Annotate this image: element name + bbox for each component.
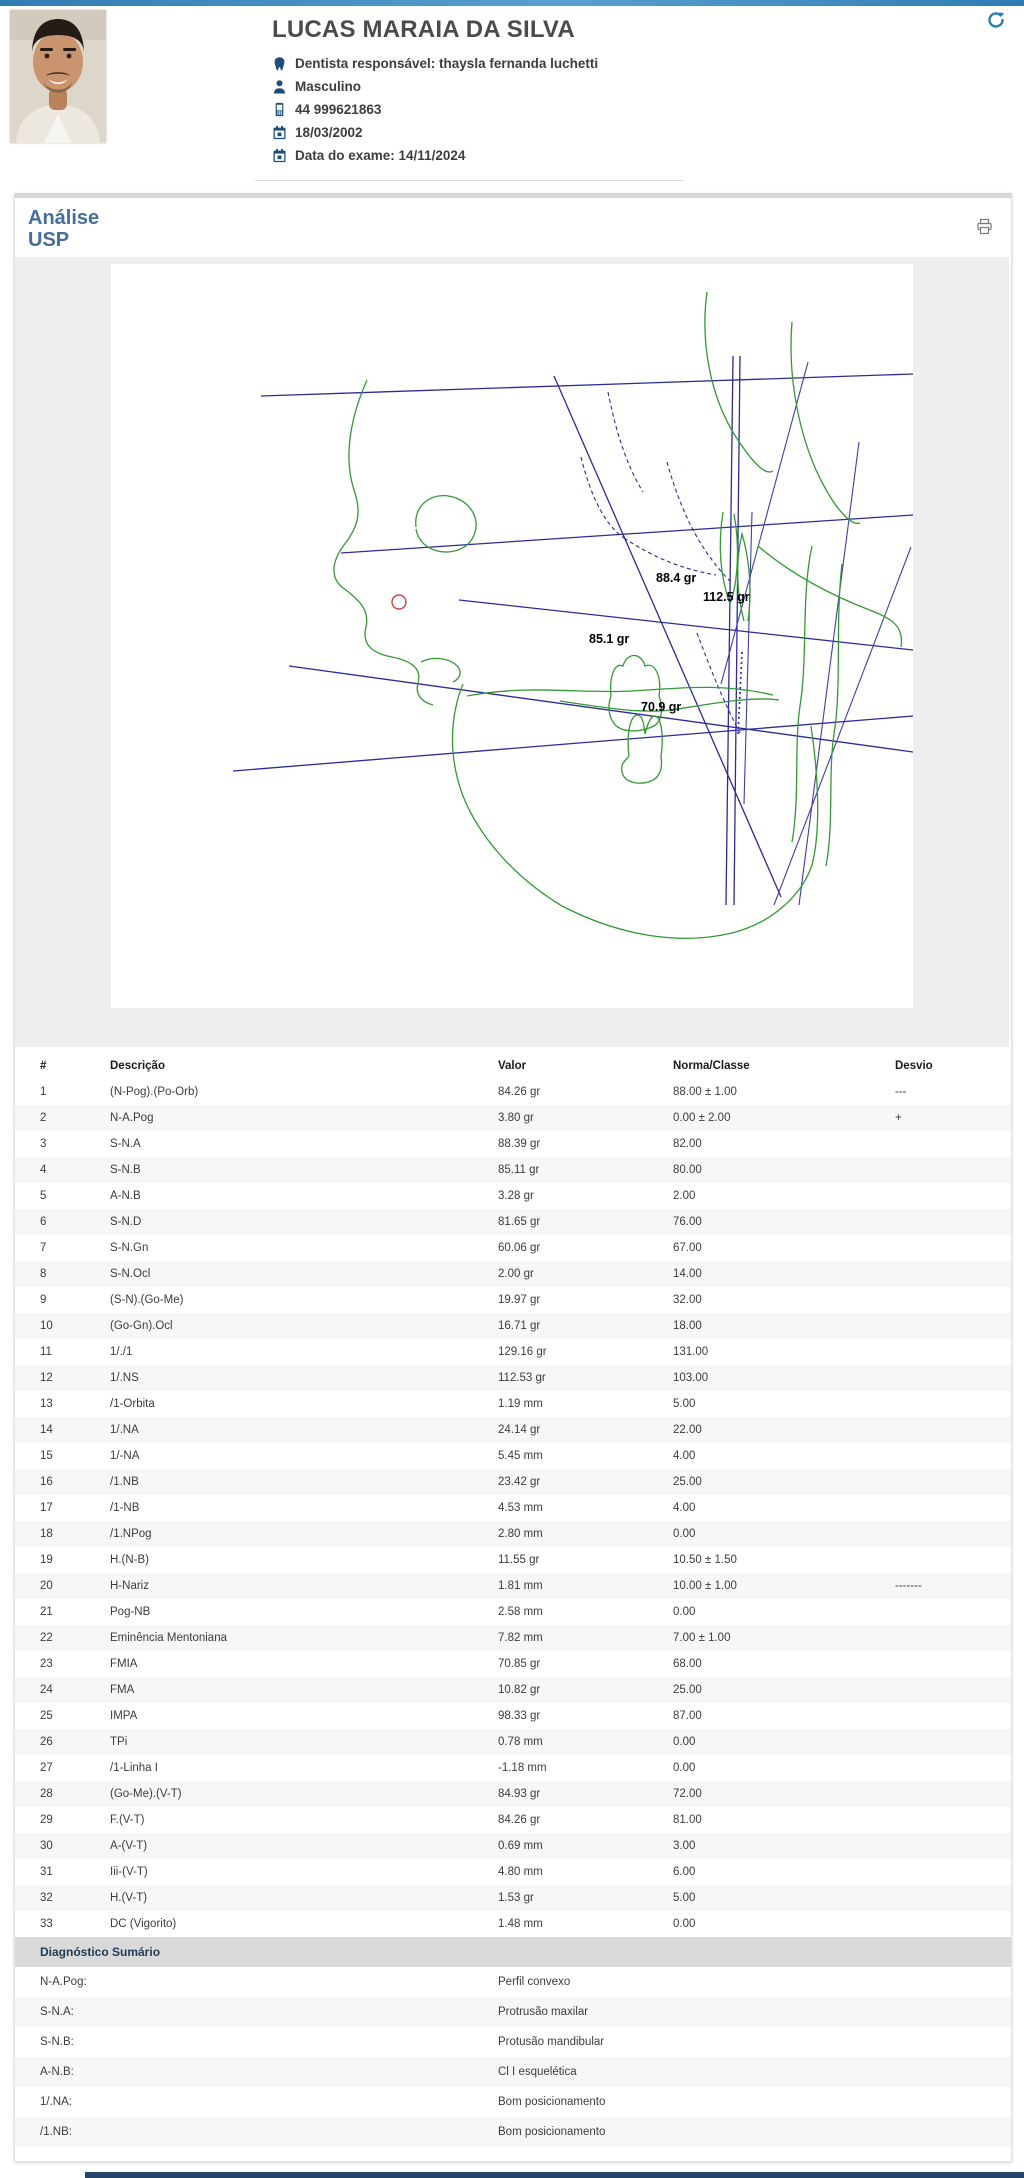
diag-label: /1.NB: [40,2126,72,2138]
cell-desvio [895,1885,1011,1911]
cell-norma: 76.00 [673,1216,702,1228]
cell-norma: 25.00 [673,1684,702,1696]
cell-norma: 10.50 ± 1.50 [673,1554,737,1566]
cell-num: 21 [40,1606,53,1618]
cell-num: 2 [40,1112,47,1124]
cell-desc: H-Nariz [110,1580,149,1592]
diagnosis-rows [15,1967,1011,2147]
cell-valor: 3.28 gr [498,1190,534,1202]
cell-desvio [895,1417,1011,1443]
cell-desc: 1/-NA [110,1450,140,1462]
cell-num: 26 [40,1736,53,1748]
cell-desc: /1.NB [110,1476,139,1488]
cell-desvio: ------- [895,1580,922,1592]
cell-norma: 81.00 [673,1814,702,1826]
diag-value: Cl I esquelética [498,2066,577,2078]
cell-desvio [895,1365,1011,1391]
cell-desc: /1-Linha I [110,1762,158,1774]
cell-desc: (N-Pog).(Po-Orb) [110,1086,199,1098]
cell-num: 22 [40,1632,53,1644]
cell-norma: 0.00 [673,1606,696,1618]
cell-valor: 0.78 mm [498,1736,543,1748]
cell-norma: 10.00 ± 1.00 [673,1580,737,1592]
col-norma: Norma/Classe [673,1060,750,1072]
cell-norma: 0.00 [673,1918,696,1930]
cell-desvio [895,1807,1011,1833]
cell-desvio [895,1157,1011,1183]
diagnosis-header: Diagnóstico Sumário [15,1937,1011,1967]
cell-norma: 32.00 [673,1294,702,1306]
table-row [15,1833,1011,1859]
cell-num: 27 [40,1762,53,1774]
table-row [15,1625,1011,1651]
cell-valor: 85.11 gr [498,1164,540,1176]
cell-desc: IMPA [110,1710,138,1722]
cell-num: 30 [40,1840,53,1852]
cell-num: 24 [40,1684,53,1696]
cell-desc: 1/.NA [110,1424,139,1436]
cell-desvio [895,1729,1011,1755]
angle-label: 112.5 gr [703,590,750,604]
cell-valor: 88.39 gr [498,1138,541,1150]
table-row [15,1313,1011,1339]
cell-norma: 82.00 [673,1138,702,1150]
cell-desvio [895,1209,1011,1235]
cell-desc: A-(V-T) [110,1840,148,1852]
cell-num: 6 [40,1216,47,1228]
cell-desc: S-N.A [110,1138,141,1150]
cell-desvio [895,1833,1011,1859]
table-row [15,1781,1011,1807]
cell-num: 4 [40,1164,47,1176]
cell-desvio [895,1911,1011,1937]
cell-num: 33 [40,1918,53,1930]
ceph-tracing-panel [15,257,1009,1047]
table-row [15,1131,1011,1157]
measurements-table [15,1053,1011,1937]
refresh-icon[interactable] [986,10,1006,30]
cell-num: 9 [40,1294,47,1306]
info-dentist-text: Dentista responsável: thaysla fernanda luchetti [295,56,599,71]
analysis-title [15,198,1011,255]
cell-desc: TPi [110,1736,128,1748]
cell-num: 18 [40,1528,53,1540]
angle-label: 85.1 gr [589,632,630,646]
cell-desc: DC (Vigorito) [110,1918,177,1930]
cell-desvio [895,1755,1011,1781]
cell-norma: 5.00 [673,1892,696,1904]
cell-num: 11 [40,1346,52,1358]
table-row [15,1729,1011,1755]
diag-value: Perfil convexo [498,1976,571,1988]
table-row [15,1365,1011,1391]
measurements-rows [15,1079,1011,1937]
cell-desc: Eminência Mentoniana [110,1632,227,1644]
cell-desc: (Go-Me).(V-T) [110,1788,182,1800]
cell-desvio [895,1781,1011,1807]
cell-norma: 14.00 [673,1268,702,1280]
diag-value: Bom posicionamento [498,2096,606,2108]
cell-num: 19 [40,1554,53,1566]
cell-valor: 84.26 gr [498,1086,541,1098]
cell-valor: 10.82 gr [498,1684,541,1696]
cell-valor: 1.19 mm [498,1398,543,1410]
cell-num: 28 [40,1788,53,1800]
diagnosis-row [15,2087,1011,2117]
card-bottom-padding [15,2147,1011,2161]
cell-num: 31 [40,1866,53,1878]
cell-norma: 4.00 [673,1502,696,1514]
cell-valor: 70.85 gr [498,1658,541,1670]
table-row [15,1417,1011,1443]
diag-label: A-N.B: [40,2066,74,2078]
measurements-header [15,1053,1011,1079]
cell-num: 25 [40,1710,53,1722]
phone-icon [272,102,287,117]
info-birthdate-text: 18/03/2002 [295,125,363,140]
cell-valor: 23.42 gr [498,1476,541,1488]
cell-desvio [895,1599,1011,1625]
table-row [15,1755,1011,1781]
table-row [15,1235,1011,1261]
cell-norma: 4.00 [673,1450,696,1462]
ceph-tracing-svg [111,264,913,1008]
diagnosis-row [15,2117,1011,2147]
col-desvio: Desvio [895,1060,933,1072]
cell-valor: 4.53 mm [498,1502,543,1514]
cell-num: 5 [40,1190,47,1202]
cell-desvio [895,1313,1011,1339]
cell-norma: 88.00 ± 1.00 [673,1086,737,1098]
cell-desvio [895,1339,1011,1365]
cell-norma: 72.00 [673,1788,702,1800]
patient-info [272,52,684,167]
cell-desvio [895,1469,1011,1495]
person-icon [272,79,287,94]
cell-desc: S-N.D [110,1216,142,1228]
table-row [15,1599,1011,1625]
cell-desvio [895,1183,1011,1209]
cell-desc: N-A.Pog [110,1112,154,1124]
table-row [15,1677,1011,1703]
info-birthdate [272,121,684,144]
col-desc: Descrição [110,1060,165,1072]
cell-valor: 84.26 gr [498,1814,541,1826]
cell-num: 1 [40,1086,47,1098]
diag-label: N-A.Pog: [40,1976,87,1988]
analysis-card [14,193,1012,2162]
analysis-title-line1: Análise [28,207,100,229]
cell-desc: A-N.B [110,1190,141,1202]
table-row [15,1521,1011,1547]
cell-desvio: + [895,1112,902,1124]
cell-valor: 19.97 gr [498,1294,541,1306]
patient-photo [10,10,106,143]
cell-num: 3 [40,1138,47,1150]
info-phone-text: 44 999621863 [295,102,382,117]
cell-valor: 129.16 gr [498,1346,547,1358]
cell-desc: S-N.B [110,1164,141,1176]
cell-num: 15 [40,1450,53,1462]
cell-desvio [895,1391,1011,1417]
cell-valor: 5.45 mm [498,1450,543,1462]
table-row [15,1573,1011,1599]
cell-valor: -1.18 mm [498,1762,547,1774]
cell-norma: 68.00 [673,1658,702,1670]
cell-num: 14 [40,1424,53,1436]
table-row [15,1495,1011,1521]
cell-valor: 2.00 gr [498,1268,534,1280]
calendar-icon [272,125,287,140]
cell-desc: (S-N).(Go-Me) [110,1294,184,1306]
cell-norma: 7.00 ± 1.00 [673,1632,731,1644]
cell-desvio [895,1131,1011,1157]
table-row [15,1183,1011,1209]
cell-desvio [895,1443,1011,1469]
cell-num: 13 [40,1398,53,1410]
table-row [15,1859,1011,1885]
diagnosis-row [15,2027,1011,2057]
cell-num: 16 [40,1476,53,1488]
cell-norma: 80.00 [673,1164,702,1176]
cell-norma: 5.00 [673,1398,696,1410]
cell-valor: 2.58 mm [498,1606,543,1618]
cell-norma: 103.00 [673,1372,709,1384]
cell-valor: 1.53 gr [498,1892,534,1904]
table-row [15,1157,1011,1183]
cell-desvio [895,1547,1011,1573]
info-exam-date [272,144,684,167]
cell-desc: 1/.NS [110,1372,139,1384]
diag-value: Bom posicionamento [498,2126,606,2138]
cell-norma: 25.00 [673,1476,702,1488]
cell-valor: 7.82 mm [498,1632,543,1644]
cell-desc: F.(V-T) [110,1814,145,1826]
cell-num: 29 [40,1814,53,1826]
table-row [15,1287,1011,1313]
diag-value: Protusão mandibular [498,2036,605,2048]
cell-desc: Pog-NB [110,1606,151,1618]
cell-norma: 18.00 [673,1320,702,1332]
cell-norma: 22.00 [673,1424,702,1436]
cell-num: 32 [40,1892,53,1904]
table-row [15,1651,1011,1677]
cell-desvio [895,1261,1011,1287]
patient-name: LUCAS MARAIA DA SILVA [272,16,575,43]
ceph-tracing-image[interactable] [111,264,913,1008]
cell-desc: FMA [110,1684,135,1696]
tooth-icon [272,56,287,71]
cell-desvio [895,1703,1011,1729]
col-valor: Valor [498,1060,527,1072]
cell-valor: 112.53 gr [498,1372,546,1384]
table-row [15,1911,1011,1937]
table-row [15,1443,1011,1469]
table-row [15,1703,1011,1729]
cell-desc: 1/./1 [110,1346,133,1358]
table-row [15,1391,1011,1417]
cell-valor: 16.71 gr [498,1320,541,1332]
cell-norma: 0.00 [673,1528,696,1540]
table-row [15,1547,1011,1573]
cell-num: 8 [40,1268,47,1280]
cell-valor: 81.65 gr [498,1216,541,1228]
cell-desc: FMIA [110,1658,138,1670]
cell-desc: (Go-Gn).Ocl [110,1320,173,1332]
table-row [15,1079,1011,1105]
table-row [15,1885,1011,1911]
cell-valor: 11.55 gr [498,1554,540,1566]
cell-desc: /1.NPog [110,1528,152,1540]
cell-desvio [895,1495,1011,1521]
cell-valor: 60.06 gr [498,1242,541,1254]
cell-desvio [895,1521,1011,1547]
cell-desc: /1-NB [110,1502,140,1514]
cell-num: 17 [40,1502,53,1514]
info-dentist [272,52,684,75]
print-icon[interactable] [976,218,993,235]
cell-norma: 131.00 [673,1346,709,1358]
cell-valor: 24.14 gr [498,1424,541,1436]
diag-value: Protrusão maxilar [498,2006,589,2018]
info-phone [272,98,684,121]
cell-desc: S-N.Gn [110,1242,149,1254]
info-gender-text: Masculino [295,79,362,94]
cell-desvio [895,1625,1011,1651]
col-num: # [40,1060,47,1072]
cell-desvio [895,1859,1011,1885]
cell-valor: 84.93 gr [498,1788,541,1800]
cell-norma: 3.00 [673,1840,696,1852]
diagnosis-row [15,2057,1011,2087]
cell-desvio [895,1651,1011,1677]
bottom-accent-bar [85,2172,1024,2178]
analysis-title-line2: USP [28,229,70,251]
table-row [15,1807,1011,1833]
cell-num: 10 [40,1320,53,1332]
cell-desvio [895,1677,1011,1703]
cell-desvio [895,1235,1011,1261]
diag-label: 1/.NA: [40,2096,72,2108]
cell-valor: 4.80 mm [498,1866,543,1878]
table-row [15,1339,1011,1365]
calendar-icon [272,148,287,163]
diagnosis-row [15,1997,1011,2027]
info-gender [272,75,684,98]
cell-desc: S-N.Ocl [110,1268,151,1280]
cell-desc: H.(N-B) [110,1554,149,1566]
cell-desvio: --- [895,1086,907,1098]
cell-norma: 2.00 [673,1190,696,1202]
diag-label: S-N.B: [40,2036,74,2048]
cell-desc: H.(V-T) [110,1892,148,1904]
cell-desc: Iii-(V-T) [110,1866,148,1878]
header-divider [255,180,683,181]
cell-valor: 98.33 gr [498,1710,541,1722]
cell-norma: 0.00 [673,1762,696,1774]
top-accent-bar [0,0,1024,6]
cell-valor: 3.80 gr [498,1112,534,1124]
angle-label: 88.4 gr [656,571,697,585]
cell-norma: 67.00 [673,1242,702,1254]
cell-norma: 87.00 [673,1710,702,1722]
table-row [15,1209,1011,1235]
cell-desc: /1-Orbita [110,1398,155,1410]
cell-norma: 0.00 [673,1736,696,1748]
cell-desvio [895,1287,1011,1313]
table-row [15,1105,1011,1131]
cell-norma: 6.00 [673,1866,696,1878]
cell-norma: 0.00 ± 2.00 [673,1112,731,1124]
cell-valor: 2.80 mm [498,1528,543,1540]
info-exam-date-text: Data do exame: 14/11/2024 [295,148,466,163]
cell-num: 23 [40,1658,53,1670]
cell-num: 12 [40,1372,53,1384]
cell-valor: 1.48 mm [498,1918,543,1930]
cell-valor: 0.69 mm [498,1840,543,1852]
angle-label: 70.9 gr [641,700,682,714]
cell-num: 20 [40,1580,53,1592]
cell-num: 7 [40,1242,47,1254]
cell-valor: 1.81 mm [498,1580,543,1592]
table-row [15,1469,1011,1495]
diag-label: S-N.A: [40,2006,74,2018]
table-row [15,1261,1011,1287]
diagnosis-row [15,1967,1011,1997]
